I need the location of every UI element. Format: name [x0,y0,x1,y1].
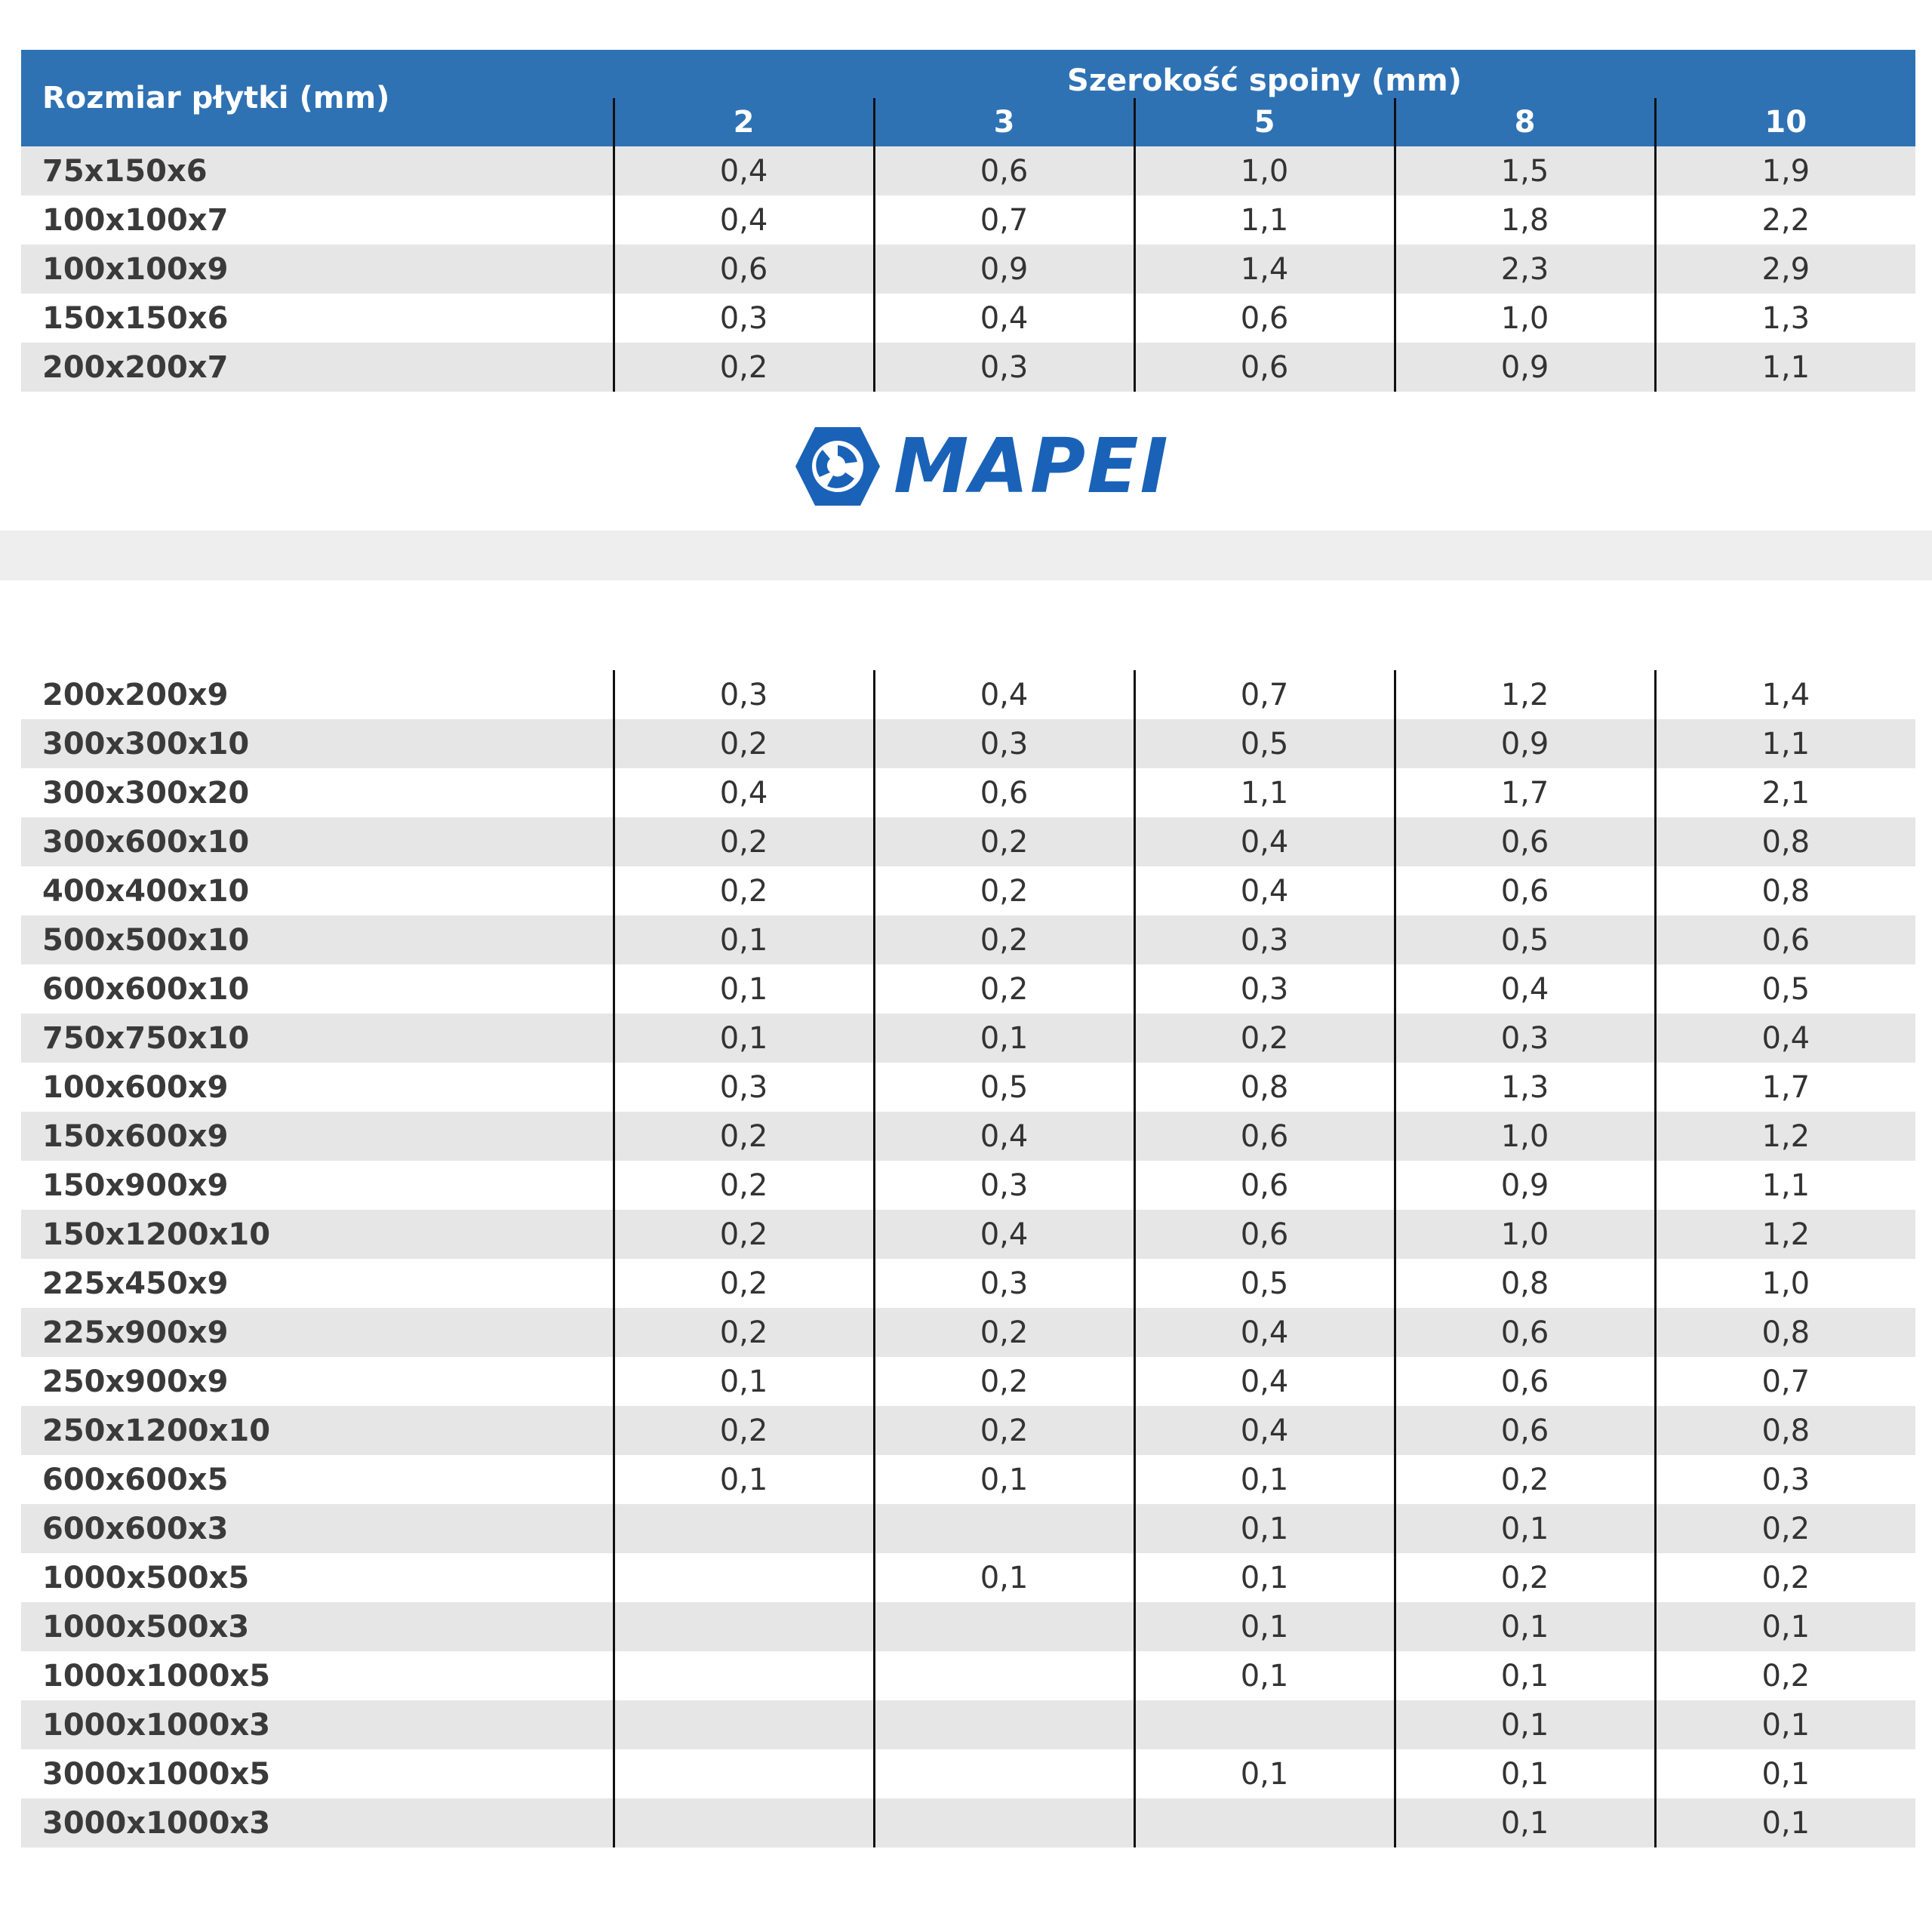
consumption-cell: 0,1 [1134,1651,1395,1700]
tile-size-cell: 200x200x9 [21,670,614,719]
consumption-cell: 0,6 [1134,343,1395,392]
consumption-cell: 0,1 [614,1455,874,1504]
consumption-cell: 0,2 [614,1308,874,1357]
consumption-cell: 0,1 [1395,1602,1655,1651]
consumption-cell: 0,1 [874,1014,1134,1063]
consumption-cell: 0,2 [874,964,1134,1014]
consumption-cell: 1,1 [1655,1161,1915,1210]
consumption-cell: 1,1 [1134,195,1395,245]
mapei-emblem-icon [792,424,883,509]
consumption-cell: 0,2 [614,866,874,915]
tile-size-cell: 150x150x6 [21,294,614,343]
consumption-cell: 0,1 [614,1357,874,1406]
consumption-cell: 0,9 [1395,1161,1655,1210]
tile-size-cell: 600x600x10 [21,964,614,1014]
tile-size-cell: 100x100x9 [21,245,614,294]
tile-size-cell: 150x600x9 [21,1112,614,1161]
consumption-cell: 0,5 [1134,1259,1395,1308]
consumption-cell: 0,4 [874,670,1134,719]
grout-table-bottom [21,670,1915,1847]
consumption-cell: 0,1 [1395,1504,1655,1553]
column-header: 10 [1655,98,1915,146]
consumption-cell [614,1602,874,1651]
consumption-cell: 1,1 [1134,768,1395,817]
consumption-cell: 0,6 [1395,817,1655,866]
consumption-cell: 0,6 [1134,1112,1395,1161]
consumption-cell: 0,2 [614,719,874,768]
consumption-cell: 0,1 [1134,1504,1395,1553]
tile-size-cell: 400x400x10 [21,866,614,915]
table-row [21,1308,1915,1357]
consumption-cell: 0,8 [1134,1063,1395,1112]
consumption-cell: 0,3 [1395,1014,1655,1063]
consumption-cell: 0,6 [1395,1406,1655,1455]
consumption-cell: 0,3 [874,719,1134,768]
consumption-cell: 0,8 [1655,1406,1915,1455]
consumption-cell: 0,1 [874,1455,1134,1504]
tile-size-header: Rozmiar płytki (mm) [21,50,614,146]
tile-size-cell: 300x300x10 [21,719,614,768]
consumption-cell: 0,6 [874,768,1134,817]
consumption-cell [614,1651,874,1700]
consumption-cell: 0,7 [874,195,1134,245]
consumption-cell: 0,3 [1134,964,1395,1014]
consumption-cell: 0,1 [614,915,874,964]
column-header: 3 [874,98,1134,146]
table-row [21,915,1915,964]
consumption-cell: 0,4 [874,1210,1134,1259]
tile-size-cell: 250x900x9 [21,1357,614,1406]
consumption-cell [614,1553,874,1602]
consumption-cell: 2,2 [1655,195,1915,245]
consumption-cell: 0,6 [614,245,874,294]
consumption-cell: 0,4 [874,1112,1134,1161]
consumption-cell: 0,1 [874,1553,1134,1602]
consumption-cell: 0,1 [1395,1749,1655,1798]
consumption-cell: 1,7 [1395,768,1655,817]
consumption-cell: 0,8 [1655,866,1915,915]
table-row [21,1504,1915,1553]
consumption-cell: 0,2 [614,1112,874,1161]
consumption-cell: 0,1 [1655,1700,1915,1749]
consumption-cell: 0,3 [614,294,874,343]
consumption-cell: 0,3 [614,1063,874,1112]
consumption-cell: 1,1 [1655,343,1915,392]
consumption-cell: 0,5 [1395,915,1655,964]
consumption-cell: 0,6 [874,146,1134,195]
table-row [21,1210,1915,1259]
consumption-cell: 0,6 [1395,1308,1655,1357]
consumption-cell: 0,1 [1655,1749,1915,1798]
table-row [21,1700,1915,1749]
consumption-cell: 0,7 [1134,670,1395,719]
consumption-cell: 0,2 [614,1406,874,1455]
consumption-cell: 1,8 [1395,195,1655,245]
table-row [21,964,1915,1014]
table-row [21,146,1915,195]
consumption-cell [874,1602,1134,1651]
consumption-cell: 1,0 [1395,294,1655,343]
table-row [21,1798,1915,1847]
tile-size-cell: 600x600x3 [21,1504,614,1553]
consumption-cell: 1,0 [1655,1259,1915,1308]
consumption-cell: 0,1 [1395,1798,1655,1847]
tile-size-cell: 1000x500x3 [21,1602,614,1651]
table-row [21,1406,1915,1455]
tile-size-cell: 3000x1000x5 [21,1749,614,1798]
tile-size-cell: 1000x1000x5 [21,1651,614,1700]
tile-size-cell: 3000x1000x3 [21,1798,614,1847]
consumption-cell: 1,2 [1655,1112,1915,1161]
consumption-cell: 0,6 [1395,866,1655,915]
consumption-cell [614,1749,874,1798]
table-row [21,1455,1915,1504]
consumption-cell: 0,2 [614,343,874,392]
table-row [21,1749,1915,1798]
consumption-cell: 1,0 [1395,1112,1655,1161]
tile-size-cell: 750x750x10 [21,1014,614,1063]
consumption-cell: 0,7 [1655,1357,1915,1406]
consumption-cell: 1,0 [1395,1210,1655,1259]
consumption-cell: 0,2 [874,915,1134,964]
consumption-cell: 0,2 [1655,1651,1915,1700]
consumption-cell [874,1651,1134,1700]
consumption-cell: 0,4 [1134,1406,1395,1455]
consumption-cell: 0,4 [614,195,874,245]
table-row [21,1063,1915,1112]
consumption-cell: 0,8 [1655,1308,1915,1357]
consumption-cell: 0,9 [874,245,1134,294]
consumption-cell [874,1700,1134,1749]
consumption-cell [1134,1700,1395,1749]
consumption-cell: 0,6 [1134,1161,1395,1210]
consumption-cell: 1,7 [1655,1063,1915,1112]
consumption-cell: 0,3 [874,343,1134,392]
table-row [21,1161,1915,1210]
consumption-cell: 0,1 [1134,1553,1395,1602]
tile-size-cell: 300x300x20 [21,768,614,817]
table-row [21,866,1915,915]
tile-size-cell: 100x600x9 [21,1063,614,1112]
consumption-cell: 0,1 [614,964,874,1014]
table-row [21,294,1915,343]
consumption-cell: 0,4 [1134,817,1395,866]
consumption-cell: 0,4 [1134,1357,1395,1406]
table-row [21,817,1915,866]
table-row [21,1357,1915,1406]
consumption-cell: 0,2 [874,817,1134,866]
consumption-cell: 0,2 [1395,1553,1655,1602]
consumption-cell: 0,1 [1134,1749,1395,1798]
table-row [21,1651,1915,1700]
consumption-cell: 0,2 [874,866,1134,915]
consumption-cell [614,1504,874,1553]
section-divider [0,531,1932,580]
consumption-cell: 0,8 [1395,1259,1655,1308]
consumption-cell: 0,2 [874,1308,1134,1357]
consumption-cell: 0,4 [614,146,874,195]
table-row [21,1112,1915,1161]
consumption-cell: 0,3 [614,670,874,719]
consumption-cell: 0,1 [1395,1700,1655,1749]
consumption-cell [1134,1798,1395,1847]
table-row [21,670,1915,719]
consumption-cell: 0,2 [1134,1014,1395,1063]
consumption-cell: 0,4 [1134,1308,1395,1357]
tile-size-cell: 300x600x10 [21,817,614,866]
tile-size-cell: 100x100x7 [21,195,614,245]
consumption-cell: 0,4 [874,294,1134,343]
column-header: 2 [614,98,874,146]
table-row [21,1014,1915,1063]
consumption-cell: 0,2 [614,1161,874,1210]
consumption-cell: 1,1 [1655,719,1915,768]
consumption-cell: 0,2 [614,1259,874,1308]
tile-size-cell: 225x900x9 [21,1308,614,1357]
consumption-cell [874,1798,1134,1847]
consumption-cell: 1,9 [1655,146,1915,195]
consumption-cell: 0,6 [1134,1210,1395,1259]
consumption-cell: 0,5 [1134,719,1395,768]
grout-table-top [21,50,1915,392]
consumption-cell: 1,5 [1395,146,1655,195]
table-row [21,1553,1915,1602]
consumption-cell: 2,9 [1655,245,1915,294]
tile-size-cell: 225x450x9 [21,1259,614,1308]
consumption-cell: 0,1 [1655,1602,1915,1651]
consumption-cell: 0,2 [1655,1504,1915,1553]
tile-size-cell: 75x150x6 [21,146,614,195]
consumption-cell: 0,2 [614,1210,874,1259]
consumption-cell: 0,5 [874,1063,1134,1112]
consumption-cell: 0,8 [1655,817,1915,866]
consumption-cell: 0,4 [1655,1014,1915,1063]
tile-size-cell: 600x600x5 [21,1455,614,1504]
mapei-wordmark: MAPEI [894,422,1170,510]
consumption-cell: 0,3 [874,1259,1134,1308]
consumption-cell: 0,6 [1395,1357,1655,1406]
table-row [21,1259,1915,1308]
consumption-cell: 0,2 [874,1357,1134,1406]
tile-size-cell: 1000x500x5 [21,1553,614,1602]
joint-width-header: Szerokość spoiny (mm) [614,50,1915,98]
consumption-cell: 0,1 [1134,1455,1395,1504]
consumption-cell [874,1749,1134,1798]
tile-size-cell: 500x500x10 [21,915,614,964]
consumption-cell: 2,1 [1655,768,1915,817]
consumption-cell: 0,5 [1655,964,1915,1014]
consumption-cell: 0,2 [1395,1455,1655,1504]
column-header: 8 [1395,98,1655,146]
consumption-cell: 1,3 [1395,1063,1655,1112]
consumption-cell: 0,6 [1134,294,1395,343]
consumption-cell: 0,3 [874,1161,1134,1210]
tile-size-cell: 150x1200x10 [21,1210,614,1259]
consumption-cell [874,1504,1134,1553]
table-row [21,1602,1915,1651]
consumption-cell: 0,9 [1395,719,1655,768]
tile-size-cell: 150x900x9 [21,1161,614,1210]
table-row [21,195,1915,245]
consumption-cell: 0,2 [1655,1553,1915,1602]
consumption-cell [614,1798,874,1847]
tile-size-cell: 1000x1000x3 [21,1700,614,1749]
tile-size-cell: 250x1200x10 [21,1406,614,1455]
consumption-cell: 0,4 [1395,964,1655,1014]
consumption-cell: 0,2 [614,817,874,866]
table-row [21,343,1915,392]
tile-size-cell: 200x200x7 [21,343,614,392]
consumption-cell: 1,2 [1655,1210,1915,1259]
consumption-cell: 1,4 [1655,670,1915,719]
consumption-cell: 1,0 [1134,146,1395,195]
consumption-cell: 0,3 [1655,1455,1915,1504]
consumption-cell: 2,3 [1395,245,1655,294]
consumption-cell: 0,1 [1395,1651,1655,1700]
consumption-cell: 0,1 [614,1014,874,1063]
consumption-cell: 0,1 [1655,1798,1915,1847]
table-row [21,768,1915,817]
mapei-logo [792,423,1170,509]
consumption-cell: 1,3 [1655,294,1915,343]
consumption-cell: 1,2 [1395,670,1655,719]
consumption-cell: 0,2 [874,1406,1134,1455]
consumption-cell [614,1700,874,1749]
table-row [21,245,1915,294]
consumption-cell: 0,6 [1655,915,1915,964]
consumption-cell: 0,3 [1134,915,1395,964]
consumption-cell: 1,4 [1134,245,1395,294]
consumption-cell: 0,4 [1134,866,1395,915]
consumption-cell: 0,4 [614,768,874,817]
consumption-cell: 0,9 [1395,343,1655,392]
column-header: 5 [1134,98,1395,146]
table-row [21,719,1915,768]
consumption-cell: 0,1 [1134,1602,1395,1651]
